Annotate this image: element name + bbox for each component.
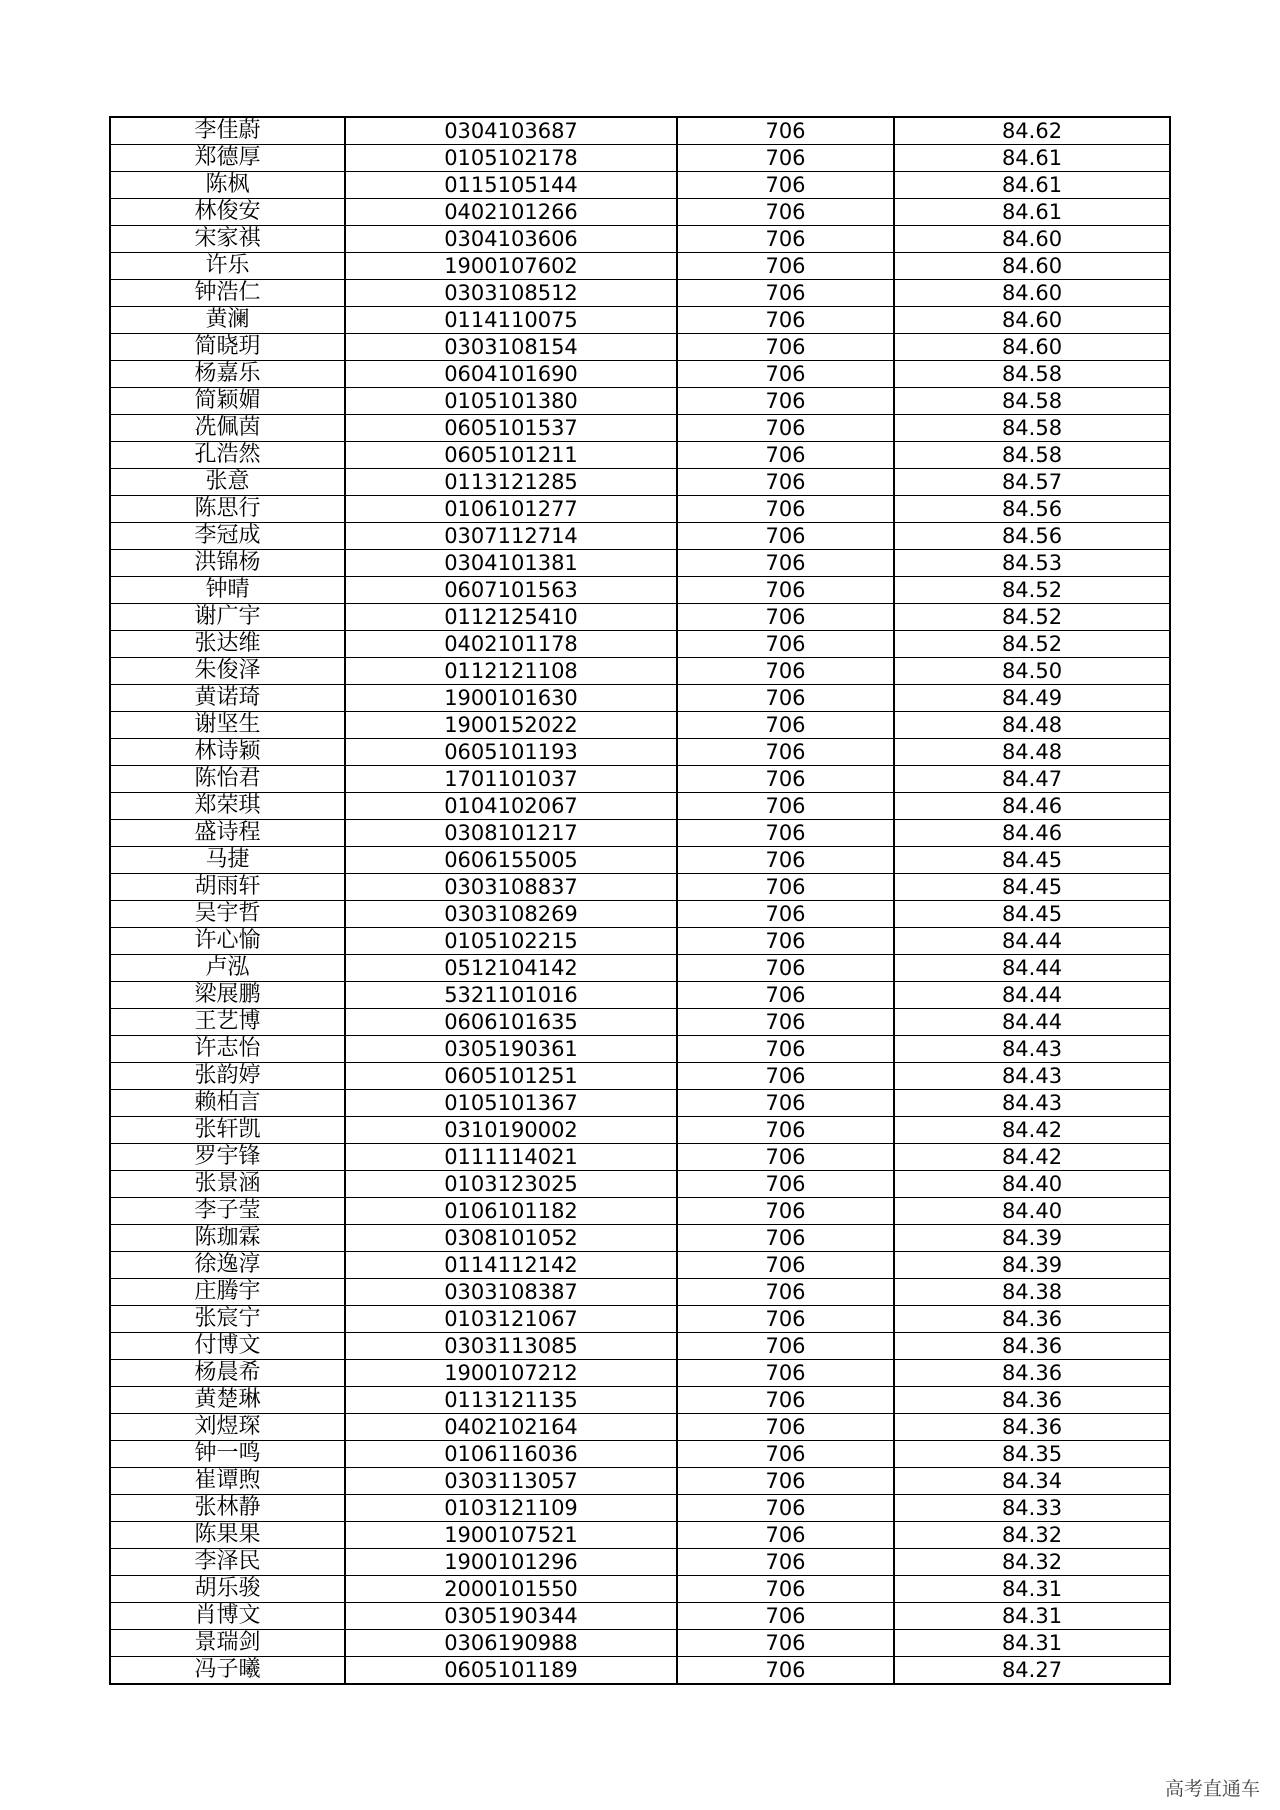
table-row <box>110 901 1170 928</box>
exam-id-cell: 0103123025 <box>345 1171 677 1198</box>
student-name-cell: 马捷 <box>110 847 345 874</box>
table-row <box>110 1279 1170 1306</box>
exam-id-cell: 0308101052 <box>345 1225 677 1252</box>
score-cell: 84.58 <box>894 361 1170 388</box>
subject-code-cell: 706 <box>677 1279 894 1306</box>
exam-id-cell: 0308101217 <box>345 820 677 847</box>
subject-code-cell: 706 <box>677 1630 894 1657</box>
score-cell: 84.39 <box>894 1225 1170 1252</box>
subject-code-cell: 706 <box>677 712 894 739</box>
subject-code-cell: 706 <box>677 820 894 847</box>
score-cell: 84.48 <box>894 712 1170 739</box>
subject-code-cell: 706 <box>677 523 894 550</box>
table-row <box>110 280 1170 307</box>
score-table-body <box>110 117 1170 1684</box>
exam-id-cell: 0114112142 <box>345 1252 677 1279</box>
score-cell: 84.61 <box>894 199 1170 226</box>
student-name-cell: 张景涵 <box>110 1171 345 1198</box>
exam-id-cell: 0606155005 <box>345 847 677 874</box>
score-cell: 84.49 <box>894 685 1170 712</box>
subject-code-cell: 706 <box>677 1414 894 1441</box>
score-cell: 84.40 <box>894 1198 1170 1225</box>
student-name-cell: 冯子曦 <box>110 1657 345 1685</box>
table-row <box>110 793 1170 820</box>
student-name-cell: 钟一鸣 <box>110 1441 345 1468</box>
exam-id-cell: 1900152022 <box>345 712 677 739</box>
score-cell: 84.61 <box>894 172 1170 199</box>
score-cell: 84.62 <box>894 117 1170 145</box>
score-cell: 84.36 <box>894 1360 1170 1387</box>
exam-id-cell: 0104102067 <box>345 793 677 820</box>
subject-code-cell: 706 <box>677 1576 894 1603</box>
score-cell: 84.33 <box>894 1495 1170 1522</box>
subject-code-cell: 706 <box>677 577 894 604</box>
student-name-cell: 谢坚生 <box>110 712 345 739</box>
score-cell: 84.60 <box>894 280 1170 307</box>
student-name-cell: 宋家祺 <box>110 226 345 253</box>
exam-id-cell: 1701101037 <box>345 766 677 793</box>
table-row <box>110 982 1170 1009</box>
student-name-cell: 刘煜琛 <box>110 1414 345 1441</box>
exam-id-cell: 0112121108 <box>345 658 677 685</box>
score-cell: 84.45 <box>894 901 1170 928</box>
score-cell: 84.60 <box>894 307 1170 334</box>
subject-code-cell: 706 <box>677 1090 894 1117</box>
exam-id-cell: 0304101381 <box>345 550 677 577</box>
table-row <box>110 145 1170 172</box>
table-row <box>110 1252 1170 1279</box>
student-name-cell: 付博文 <box>110 1333 345 1360</box>
score-cell: 84.58 <box>894 388 1170 415</box>
exam-id-cell: 0605101211 <box>345 442 677 469</box>
exam-id-cell: 2000101550 <box>345 1576 677 1603</box>
score-cell: 84.58 <box>894 442 1170 469</box>
subject-code-cell: 706 <box>677 1603 894 1630</box>
student-name-cell: 徐逸淳 <box>110 1252 345 1279</box>
student-name-cell: 张轩凯 <box>110 1117 345 1144</box>
score-cell: 84.42 <box>894 1117 1170 1144</box>
student-name-cell: 谢广宇 <box>110 604 345 631</box>
exam-id-cell: 0306190988 <box>345 1630 677 1657</box>
subject-code-cell: 706 <box>677 307 894 334</box>
subject-code-cell: 706 <box>677 1360 894 1387</box>
table-row <box>110 117 1170 145</box>
exam-id-cell: 0303108269 <box>345 901 677 928</box>
exam-id-cell: 0303113057 <box>345 1468 677 1495</box>
table-row <box>110 199 1170 226</box>
score-cell: 84.48 <box>894 739 1170 766</box>
student-name-cell: 陈怡君 <box>110 766 345 793</box>
table-row <box>110 1630 1170 1657</box>
table-row <box>110 1360 1170 1387</box>
score-cell: 84.32 <box>894 1549 1170 1576</box>
exam-id-cell: 0604101690 <box>345 361 677 388</box>
student-name-cell: 林诗颖 <box>110 739 345 766</box>
subject-code-cell: 706 <box>677 658 894 685</box>
student-name-cell: 胡乐骏 <box>110 1576 345 1603</box>
student-name-cell: 朱俊泽 <box>110 658 345 685</box>
subject-code-cell: 706 <box>677 550 894 577</box>
exam-id-cell: 0113121135 <box>345 1387 677 1414</box>
table-row <box>110 415 1170 442</box>
score-cell: 84.53 <box>894 550 1170 577</box>
exam-id-cell: 0402101266 <box>345 199 677 226</box>
table-row <box>110 1063 1170 1090</box>
table-row <box>110 361 1170 388</box>
score-cell: 84.39 <box>894 1252 1170 1279</box>
table-row <box>110 334 1170 361</box>
exam-id-cell: 0303108387 <box>345 1279 677 1306</box>
student-name-cell: 简晓玥 <box>110 334 345 361</box>
score-cell: 84.36 <box>894 1414 1170 1441</box>
table-row <box>110 1441 1170 1468</box>
table-row <box>110 1009 1170 1036</box>
score-cell: 84.52 <box>894 577 1170 604</box>
score-cell: 84.45 <box>894 847 1170 874</box>
student-name-cell: 钟浩仁 <box>110 280 345 307</box>
exam-id-cell: 0304103687 <box>345 117 677 145</box>
table-row <box>110 550 1170 577</box>
score-cell: 84.45 <box>894 874 1170 901</box>
student-name-cell: 黄诺琦 <box>110 685 345 712</box>
student-name-cell: 张意 <box>110 469 345 496</box>
exam-id-cell: 0106101277 <box>345 496 677 523</box>
student-name-cell: 张宸宁 <box>110 1306 345 1333</box>
subject-code-cell: 706 <box>677 1387 894 1414</box>
exam-id-cell: 0105102215 <box>345 928 677 955</box>
subject-code-cell: 706 <box>677 199 894 226</box>
student-name-cell: 郑德厚 <box>110 145 345 172</box>
exam-id-cell: 0114110075 <box>345 307 677 334</box>
subject-code-cell: 706 <box>677 1198 894 1225</box>
score-cell: 84.35 <box>894 1441 1170 1468</box>
table-row <box>110 1144 1170 1171</box>
score-cell: 84.34 <box>894 1468 1170 1495</box>
subject-code-cell: 706 <box>677 1063 894 1090</box>
score-cell: 84.57 <box>894 469 1170 496</box>
table-row <box>110 712 1170 739</box>
table-row <box>110 442 1170 469</box>
exam-id-cell: 0605101251 <box>345 1063 677 1090</box>
table-row <box>110 388 1170 415</box>
score-cell: 84.36 <box>894 1387 1170 1414</box>
subject-code-cell: 706 <box>677 361 894 388</box>
subject-code-cell: 706 <box>677 1252 894 1279</box>
score-cell: 84.58 <box>894 415 1170 442</box>
table-row <box>110 604 1170 631</box>
score-cell: 84.32 <box>894 1522 1170 1549</box>
score-cell: 84.52 <box>894 631 1170 658</box>
table-row <box>110 1387 1170 1414</box>
exam-id-cell: 0111114021 <box>345 1144 677 1171</box>
watermark: 高考直通车 <box>1164 1778 1260 1800</box>
student-name-cell: 许心愉 <box>110 928 345 955</box>
table-row <box>110 631 1170 658</box>
score-cell: 84.60 <box>894 226 1170 253</box>
student-name-cell: 李泽民 <box>110 1549 345 1576</box>
student-name-cell: 许志怡 <box>110 1036 345 1063</box>
score-cell: 84.61 <box>894 145 1170 172</box>
exam-id-cell: 0305190344 <box>345 1603 677 1630</box>
score-cell: 84.46 <box>894 793 1170 820</box>
subject-code-cell: 706 <box>677 442 894 469</box>
subject-code-cell: 706 <box>677 1549 894 1576</box>
exam-id-cell: 0402101178 <box>345 631 677 658</box>
table-row <box>110 766 1170 793</box>
score-cell: 84.42 <box>894 1144 1170 1171</box>
table-row <box>110 1036 1170 1063</box>
student-name-cell: 许乐 <box>110 253 345 280</box>
subject-code-cell: 706 <box>677 874 894 901</box>
subject-code-cell: 706 <box>677 982 894 1009</box>
exam-id-cell: 0605101193 <box>345 739 677 766</box>
subject-code-cell: 706 <box>677 1657 894 1685</box>
student-name-cell: 梁展鹏 <box>110 982 345 1009</box>
exam-id-cell: 0606101635 <box>345 1009 677 1036</box>
student-name-cell: 陈珈霖 <box>110 1225 345 1252</box>
table-row <box>110 577 1170 604</box>
table-row <box>110 658 1170 685</box>
table-row <box>110 226 1170 253</box>
score-cell: 84.38 <box>894 1279 1170 1306</box>
student-name-cell: 李子莹 <box>110 1198 345 1225</box>
exam-id-cell: 0103121067 <box>345 1306 677 1333</box>
student-name-cell: 李佳蔚 <box>110 117 345 145</box>
student-name-cell: 卢泓 <box>110 955 345 982</box>
subject-code-cell: 706 <box>677 604 894 631</box>
exam-id-cell: 0310190002 <box>345 1117 677 1144</box>
subject-code-cell: 706 <box>677 117 894 145</box>
student-name-cell: 张韵婷 <box>110 1063 345 1090</box>
table-row <box>110 307 1170 334</box>
table-row <box>110 1333 1170 1360</box>
student-name-cell: 杨嘉乐 <box>110 361 345 388</box>
table-row <box>110 820 1170 847</box>
exam-id-cell: 0105101380 <box>345 388 677 415</box>
exam-id-cell: 0307112714 <box>345 523 677 550</box>
subject-code-cell: 706 <box>677 793 894 820</box>
table-row <box>110 955 1170 982</box>
exam-id-cell: 0106116036 <box>345 1441 677 1468</box>
subject-code-cell: 706 <box>677 1522 894 1549</box>
subject-code-cell: 706 <box>677 1009 894 1036</box>
table-row <box>110 1468 1170 1495</box>
subject-code-cell: 706 <box>677 631 894 658</box>
exam-id-cell: 0303108154 <box>345 334 677 361</box>
table-row <box>110 253 1170 280</box>
table-row <box>110 847 1170 874</box>
table-row <box>110 739 1170 766</box>
score-cell: 84.44 <box>894 955 1170 982</box>
student-name-cell: 胡雨轩 <box>110 874 345 901</box>
student-name-cell: 冼佩茵 <box>110 415 345 442</box>
student-name-cell: 庄腾宇 <box>110 1279 345 1306</box>
score-cell: 84.56 <box>894 496 1170 523</box>
subject-code-cell: 706 <box>677 1144 894 1171</box>
score-cell: 84.52 <box>894 604 1170 631</box>
student-name-cell: 杨晨希 <box>110 1360 345 1387</box>
subject-code-cell: 706 <box>677 685 894 712</box>
table-row <box>110 172 1170 199</box>
score-cell: 84.60 <box>894 334 1170 361</box>
subject-code-cell: 706 <box>677 334 894 361</box>
subject-code-cell: 706 <box>677 145 894 172</box>
table-row <box>110 496 1170 523</box>
score-cell: 84.44 <box>894 982 1170 1009</box>
table-row <box>110 1414 1170 1441</box>
score-cell: 84.56 <box>894 523 1170 550</box>
table-row <box>110 1495 1170 1522</box>
exam-id-cell: 1900101630 <box>345 685 677 712</box>
table-row <box>110 1657 1170 1685</box>
table-row <box>110 523 1170 550</box>
score-cell: 84.44 <box>894 1009 1170 1036</box>
student-name-cell: 崔谭煦 <box>110 1468 345 1495</box>
student-name-cell: 黄楚琳 <box>110 1387 345 1414</box>
exam-id-cell: 0607101563 <box>345 577 677 604</box>
student-name-cell: 王艺博 <box>110 1009 345 1036</box>
table-row <box>110 1225 1170 1252</box>
score-cell: 84.60 <box>894 253 1170 280</box>
subject-code-cell: 706 <box>677 739 894 766</box>
table-row <box>110 685 1170 712</box>
subject-code-cell: 706 <box>677 1441 894 1468</box>
subject-code-cell: 706 <box>677 1225 894 1252</box>
subject-code-cell: 706 <box>677 766 894 793</box>
student-name-cell: 林俊安 <box>110 199 345 226</box>
table-row <box>110 1576 1170 1603</box>
exam-id-cell: 0106101182 <box>345 1198 677 1225</box>
exam-id-cell: 0305190361 <box>345 1036 677 1063</box>
student-name-cell: 景瑞剑 <box>110 1630 345 1657</box>
subject-code-cell: 706 <box>677 1171 894 1198</box>
score-cell: 84.40 <box>894 1171 1170 1198</box>
student-name-cell: 吴宇哲 <box>110 901 345 928</box>
student-name-cell: 郑荣琪 <box>110 793 345 820</box>
subject-code-cell: 706 <box>677 847 894 874</box>
exam-id-cell: 1900107521 <box>345 1522 677 1549</box>
subject-code-cell: 706 <box>677 901 894 928</box>
subject-code-cell: 706 <box>677 469 894 496</box>
exam-id-cell: 0103121109 <box>345 1495 677 1522</box>
score-cell: 84.27 <box>894 1657 1170 1685</box>
subject-code-cell: 706 <box>677 1468 894 1495</box>
subject-code-cell: 706 <box>677 496 894 523</box>
table-row <box>110 1603 1170 1630</box>
student-name-cell: 张林静 <box>110 1495 345 1522</box>
student-name-cell: 洪锦杨 <box>110 550 345 577</box>
student-name-cell: 陈思行 <box>110 496 345 523</box>
student-name-cell: 张达维 <box>110 631 345 658</box>
student-name-cell: 陈枫 <box>110 172 345 199</box>
student-name-cell: 孔浩然 <box>110 442 345 469</box>
score-table <box>109 116 1171 1685</box>
table-row <box>110 1306 1170 1333</box>
table-row <box>110 1549 1170 1576</box>
exam-id-cell: 0112125410 <box>345 604 677 631</box>
exam-id-cell: 0105101367 <box>345 1090 677 1117</box>
score-cell: 84.31 <box>894 1630 1170 1657</box>
student-name-cell: 盛诗程 <box>110 820 345 847</box>
table-row <box>110 469 1170 496</box>
subject-code-cell: 706 <box>677 280 894 307</box>
exam-id-cell: 0105102178 <box>345 145 677 172</box>
subject-code-cell: 706 <box>677 1333 894 1360</box>
subject-code-cell: 706 <box>677 415 894 442</box>
exam-id-cell: 0605101537 <box>345 415 677 442</box>
table-row <box>110 1090 1170 1117</box>
exam-id-cell: 1900107602 <box>345 253 677 280</box>
table-row <box>110 874 1170 901</box>
exam-id-cell: 0402102164 <box>345 1414 677 1441</box>
student-name-cell: 简颖媚 <box>110 388 345 415</box>
subject-code-cell: 706 <box>677 955 894 982</box>
score-cell: 84.44 <box>894 928 1170 955</box>
exam-id-cell: 1900101296 <box>345 1549 677 1576</box>
student-name-cell: 罗宇锋 <box>110 1144 345 1171</box>
subject-code-cell: 706 <box>677 1036 894 1063</box>
exam-id-cell: 0303108512 <box>345 280 677 307</box>
exam-id-cell: 0512104142 <box>345 955 677 982</box>
exam-id-cell: 0115105144 <box>345 172 677 199</box>
exam-id-cell: 0303108837 <box>345 874 677 901</box>
table-row <box>110 1198 1170 1225</box>
student-name-cell: 赖柏言 <box>110 1090 345 1117</box>
exam-id-cell: 0304103606 <box>345 226 677 253</box>
exam-id-cell: 0303113085 <box>345 1333 677 1360</box>
student-name-cell: 肖博文 <box>110 1603 345 1630</box>
subject-code-cell: 706 <box>677 1495 894 1522</box>
subject-code-cell: 706 <box>677 928 894 955</box>
subject-code-cell: 706 <box>677 253 894 280</box>
score-cell: 84.36 <box>894 1306 1170 1333</box>
score-cell: 84.31 <box>894 1603 1170 1630</box>
score-cell: 84.43 <box>894 1063 1170 1090</box>
exam-id-cell: 5321101016 <box>345 982 677 1009</box>
table-row <box>110 1117 1170 1144</box>
score-cell: 84.47 <box>894 766 1170 793</box>
student-name-cell: 陈果果 <box>110 1522 345 1549</box>
exam-id-cell: 0605101189 <box>345 1657 677 1685</box>
student-name-cell: 钟晴 <box>110 577 345 604</box>
exam-id-cell: 1900107212 <box>345 1360 677 1387</box>
subject-code-cell: 706 <box>677 388 894 415</box>
exam-id-cell: 0113121285 <box>345 469 677 496</box>
score-cell: 84.36 <box>894 1333 1170 1360</box>
table-row <box>110 1171 1170 1198</box>
score-cell: 84.43 <box>894 1090 1170 1117</box>
score-cell: 84.43 <box>894 1036 1170 1063</box>
student-name-cell: 黄澜 <box>110 307 345 334</box>
score-cell: 84.46 <box>894 820 1170 847</box>
subject-code-cell: 706 <box>677 1306 894 1333</box>
score-cell: 84.31 <box>894 1576 1170 1603</box>
student-name-cell: 李冠成 <box>110 523 345 550</box>
score-cell: 84.50 <box>894 658 1170 685</box>
subject-code-cell: 706 <box>677 1117 894 1144</box>
table-row <box>110 928 1170 955</box>
subject-code-cell: 706 <box>677 226 894 253</box>
subject-code-cell: 706 <box>677 172 894 199</box>
table-row <box>110 1522 1170 1549</box>
